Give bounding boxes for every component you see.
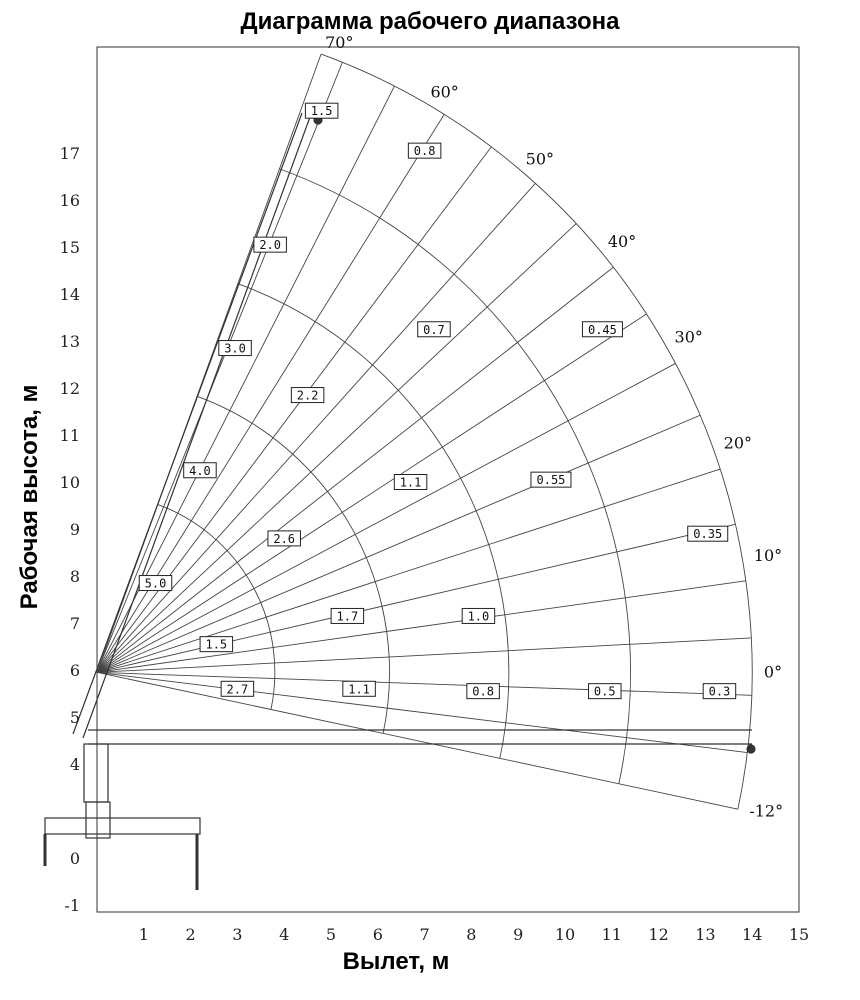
axes bbox=[60, 144, 810, 944]
load-label: 1.5 bbox=[310, 104, 333, 119]
radial-line bbox=[97, 183, 535, 672]
y-tick-label: 7 bbox=[69, 614, 80, 633]
y-tick-label: -1 bbox=[64, 896, 80, 915]
y-tick-label: 8 bbox=[69, 567, 80, 586]
radial-line bbox=[97, 638, 751, 672]
x-tick-label: 13 bbox=[695, 925, 716, 944]
y-tick-label: 6 bbox=[69, 661, 80, 680]
y-tick-label: 16 bbox=[59, 191, 80, 210]
load-label: 0.8 bbox=[472, 684, 494, 699]
radial-line bbox=[97, 314, 646, 672]
crane-drawing bbox=[45, 113, 755, 890]
angle-label: 0° bbox=[763, 662, 783, 682]
load-label: 3.0 bbox=[224, 341, 246, 356]
load-label: 0.5 bbox=[593, 684, 616, 699]
load-label: 1.5 bbox=[205, 637, 228, 652]
range-arc bbox=[279, 169, 630, 784]
x-tick-label: 5 bbox=[325, 925, 337, 944]
load-labels bbox=[139, 103, 735, 698]
load-label: 0.8 bbox=[413, 144, 436, 159]
radial-line bbox=[97, 469, 723, 672]
y-tick-label: 17 bbox=[59, 144, 80, 163]
y-tick-label: 11 bbox=[59, 426, 80, 445]
y-tick-label: 9 bbox=[69, 520, 80, 539]
angle-labels bbox=[325, 33, 783, 821]
y-tick-label: 13 bbox=[59, 332, 80, 351]
x-tick-label: 9 bbox=[513, 925, 524, 944]
radial-line bbox=[97, 581, 746, 673]
radial-line bbox=[97, 672, 747, 752]
outrigger-beam bbox=[45, 818, 200, 834]
x-tick-label: 4 bbox=[279, 925, 290, 944]
angle-label: 30° bbox=[674, 327, 703, 347]
chart-title: Диаграмма рабочего диапазона bbox=[240, 8, 620, 35]
x-tick-label: 1 bbox=[138, 925, 149, 944]
load-label: 2.6 bbox=[273, 531, 296, 546]
x-tick-label: 8 bbox=[466, 925, 477, 944]
x-tick-label: 6 bbox=[372, 925, 383, 944]
angle-label: -12° bbox=[749, 801, 784, 821]
angle-label: 50° bbox=[525, 149, 555, 169]
hook-0 bbox=[747, 745, 755, 753]
y-tick-label: 5 bbox=[69, 708, 80, 727]
radial-line bbox=[97, 524, 735, 672]
y-tick-label: 10 bbox=[59, 473, 80, 492]
x-axis-label: Вылет, м bbox=[342, 948, 450, 975]
y-tick-label: 12 bbox=[59, 379, 80, 398]
y-tick-label: 14 bbox=[59, 285, 80, 304]
radial-line bbox=[97, 62, 342, 672]
boom-70-upper bbox=[73, 113, 302, 734]
plot-frame bbox=[97, 47, 799, 912]
angle-label: 40° bbox=[607, 231, 637, 251]
load-label: 0.7 bbox=[423, 322, 445, 337]
load-label: 2.2 bbox=[296, 388, 319, 403]
angle-label: 20° bbox=[723, 433, 753, 453]
load-label: 1.1 bbox=[399, 475, 422, 490]
x-tick-label: 10 bbox=[554, 925, 576, 944]
y-tick-label: 0 bbox=[69, 849, 80, 868]
boom-70-lower bbox=[83, 117, 310, 738]
load-label: 0.3 bbox=[708, 684, 731, 699]
load-label: 2.7 bbox=[226, 682, 249, 697]
load-label: 2.0 bbox=[259, 238, 282, 253]
range-arc bbox=[158, 505, 275, 710]
load-label: 4.0 bbox=[189, 463, 211, 478]
x-tick-label: 3 bbox=[232, 925, 243, 944]
radial-line bbox=[97, 672, 752, 695]
load-label: 0.45 bbox=[587, 322, 617, 337]
load-label: 1.0 bbox=[467, 609, 490, 624]
crane-base bbox=[86, 802, 110, 838]
x-tick-label: 12 bbox=[648, 925, 669, 944]
load-label: 1.7 bbox=[336, 609, 359, 624]
radial-line bbox=[97, 224, 576, 673]
y-tick-label: 4 bbox=[69, 755, 80, 774]
angle-label: 70° bbox=[325, 32, 354, 52]
x-tick-label: 2 bbox=[185, 925, 196, 944]
load-label: 0.35 bbox=[693, 527, 723, 542]
load-label: 1.1 bbox=[348, 682, 370, 697]
radial-line bbox=[97, 54, 321, 672]
angle-label: 10° bbox=[753, 546, 783, 566]
crane-column bbox=[84, 744, 108, 802]
angle-label: 60° bbox=[430, 82, 459, 102]
y-tick-label: 15 bbox=[59, 238, 80, 257]
load-label: 0.55 bbox=[536, 473, 566, 488]
y-axis-label: Рабочая высота, м bbox=[16, 384, 43, 610]
load-label: 5.0 bbox=[144, 576, 167, 591]
x-tick-label: 7 bbox=[419, 925, 430, 944]
x-tick-label: 11 bbox=[601, 925, 622, 944]
x-tick-label: 15 bbox=[788, 925, 810, 944]
x-tick-label: 14 bbox=[742, 925, 763, 944]
radial-line bbox=[97, 672, 738, 809]
